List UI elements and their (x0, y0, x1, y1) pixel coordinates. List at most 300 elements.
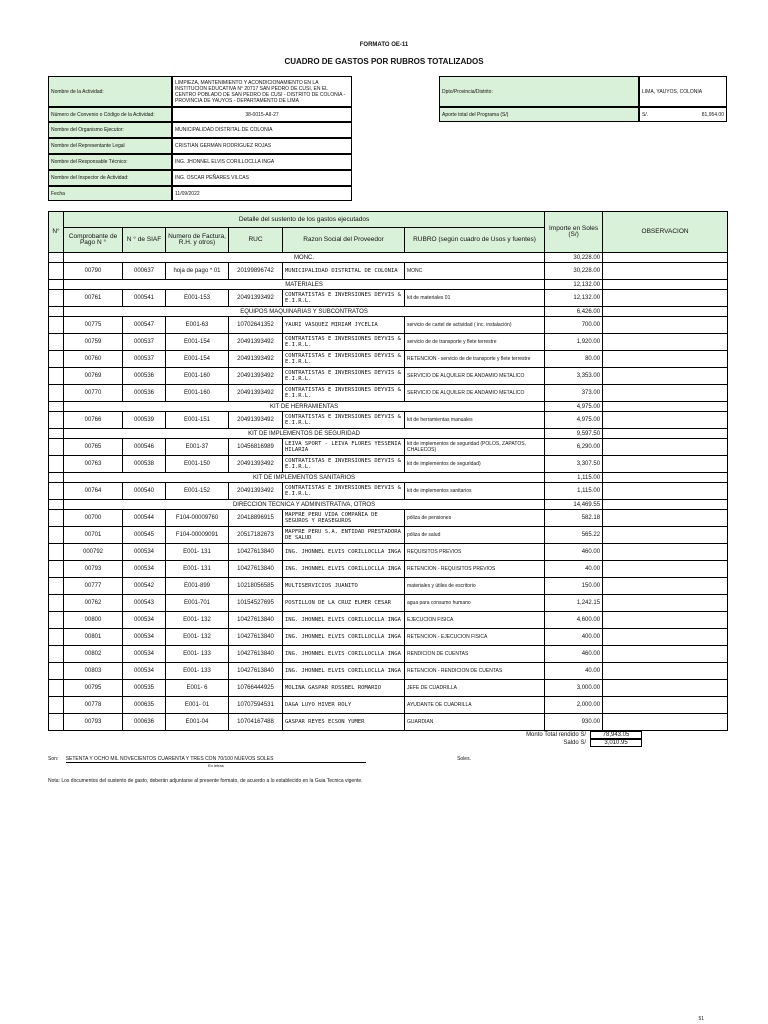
row-n (49, 510, 64, 527)
saldo-label: Saldo S/ (563, 740, 586, 746)
row-rubro: EJECUCION FISICA (405, 612, 545, 629)
aporte-label: Aporte total del Programa (S/) (439, 107, 639, 122)
row-comp: 00765 (64, 439, 123, 456)
row-obs (603, 646, 728, 663)
tech-label: Nombre del Responsable Técnico: (48, 154, 172, 170)
cat-n (49, 473, 64, 483)
row-razon: MUNICIPALIDAD DISTRITAL DE COLONIA (283, 263, 405, 280)
convenio-value: 38-0015-AII-27 (172, 107, 352, 122)
row-importe: 12,132.00 (545, 290, 603, 307)
row-fact: E001-160 (166, 368, 229, 385)
row-rubro: póliza de salud (405, 527, 545, 544)
row-ruc: 20491393492 (229, 334, 283, 351)
category-total: 6,426.00 (545, 307, 603, 317)
row-comp: 00763 (64, 456, 123, 473)
row-fact: E001- 131 (166, 561, 229, 578)
row-razon: LEIVA SPORT - LEIVA FLORES YESSENIA HILARIA (283, 439, 405, 456)
row-importe: 3,307.50 (545, 456, 603, 473)
date-value: 11/09/2022 (172, 186, 352, 201)
row-ruc: 10427613840 (229, 629, 283, 646)
row-ruc: 10218056585 (229, 578, 283, 595)
row-obs (603, 680, 728, 697)
row-importe: 80.00 (545, 351, 603, 368)
row-siaf: 000537 (123, 351, 166, 368)
row-siaf: 000540 (123, 483, 166, 500)
row-rubro: servicio de cartel de actividad ( inc. instalación) (405, 317, 545, 334)
row-n (49, 680, 64, 697)
row-ruc: 10427613840 (229, 561, 283, 578)
category-total: 14,469.55 (545, 500, 603, 510)
cat-n (49, 429, 64, 439)
category-row (49, 307, 728, 317)
insp-value: ING. OSCAR PEÑARES VILCAS (172, 170, 352, 186)
category-name: EQUIPOS MAQUINARIAS Y SUBCONTRATOS (64, 307, 545, 317)
row-importe: 930.00 (545, 714, 603, 731)
row-obs (603, 263, 728, 280)
category-row (49, 473, 728, 483)
row-comp: 00801 (64, 629, 123, 646)
row-n (49, 527, 64, 544)
row-rubro: póliza de pensiones (405, 510, 545, 527)
row-razon: ING. JHONNEL ELVIS CORILLOCLLA INGA (283, 612, 405, 629)
activity-label: Nombre de la Actividad: (48, 76, 172, 107)
table-row (49, 334, 728, 351)
row-ruc: 10456816989 (229, 439, 283, 456)
row-rubro: kit de implementos de seguridad (POLOS, ZAPATOS, CHALECOS) (405, 439, 545, 456)
row-n (49, 612, 64, 629)
table-row (49, 483, 728, 500)
row-siaf: 000546 (123, 439, 166, 456)
table-row (49, 385, 728, 402)
table-row (49, 317, 728, 334)
amount-in-words (48, 756, 727, 768)
row-siaf: 000534 (123, 663, 166, 680)
aporte-value-cell (639, 107, 727, 122)
row-obs (603, 561, 728, 578)
table-body (49, 253, 728, 731)
row-rubro: AYUDANTE DE CUADRILLA (405, 697, 545, 714)
row-obs (603, 663, 728, 680)
son-label: Son: (48, 756, 59, 762)
table-row (49, 368, 728, 385)
row-importe: 565.22 (545, 527, 603, 544)
date-label: Fecha (48, 186, 172, 201)
category-name: DIRECCION TECNICA Y ADMINISTRATIVA, OTROS (64, 500, 545, 510)
col-n-header: N° (49, 212, 64, 253)
row-obs (603, 317, 728, 334)
row-obs (603, 578, 728, 595)
row-comp: 00803 (64, 663, 123, 680)
row-comp: 00701 (64, 527, 123, 544)
row-ruc: 20491393492 (229, 385, 283, 402)
row-fact: E001- 133 (166, 646, 229, 663)
row-comp: 00790 (64, 263, 123, 280)
row-rubro: kit de implementos de seguridad) (405, 456, 545, 473)
row-ruc: 20199896742 (229, 263, 283, 280)
table-row (49, 456, 728, 473)
row-obs (603, 456, 728, 473)
row-rubro: RETENCION - servicio de de transporte y flete terrestre (405, 351, 545, 368)
row-comp: 00777 (64, 578, 123, 595)
col-ruc-header: RUC (229, 228, 283, 253)
row-importe: 3,000.00 (545, 680, 603, 697)
row-siaf: 000543 (123, 595, 166, 612)
row-razon: CONTRATISTAS E INVERSIONES DEYVIS & E.I.R.L. (283, 351, 405, 368)
row-siaf: 000534 (123, 544, 166, 561)
cat-obs (603, 429, 728, 439)
row-razon: ING. JHONNEL ELVIS CORILLOCLLA INGA (283, 663, 405, 680)
row-comp: 00793 (64, 714, 123, 731)
row-importe: 150.00 (545, 578, 603, 595)
row-ruc: 20491393492 (229, 351, 283, 368)
saldo-value: 3,010.95 (590, 739, 642, 747)
row-n (49, 663, 64, 680)
tech-value: ING. JHONNEL ELVIS CORILLOCLLA INGA (172, 154, 352, 170)
row-comp: 00762 (64, 595, 123, 612)
row-razon: CONTRATISTAS E INVERSIONES DEYVIS & E.I.R.L. (283, 412, 405, 429)
format-code: FORMATO OE-11 (359, 42, 409, 48)
table-row (49, 612, 728, 629)
row-importe: 460.00 (545, 646, 603, 663)
table-row (49, 290, 728, 307)
row-fact: E001-701 (166, 595, 229, 612)
total-value: 78,943.05 (590, 731, 642, 739)
row-n (49, 439, 64, 456)
category-total: 12,132.00 (545, 280, 603, 290)
category-total: 30,228.00 (545, 253, 603, 263)
page-number: 51 (698, 1016, 704, 1022)
row-importe: 40.00 (545, 663, 603, 680)
row-importe: 1,115.00 (545, 483, 603, 500)
row-siaf: 000534 (123, 561, 166, 578)
row-rubro: SERVICIO DE ALQUILER DE ANDAMIO METALICO (405, 368, 545, 385)
cat-obs (603, 280, 728, 290)
row-rubro: RENDICION DE CUENTAS (405, 646, 545, 663)
row-fact: E001-899 (166, 578, 229, 595)
cat-n (49, 402, 64, 412)
table-row (49, 527, 728, 544)
row-n (49, 317, 64, 334)
row-importe: 2,000.00 (545, 697, 603, 714)
row-obs (603, 510, 728, 527)
row-ruc: 10707594531 (229, 697, 283, 714)
son-text: SETENTA Y OCHO MIL NOVECIENTOS CUARENTA Y TRES CON 70/100 NUEVOS SOLES (66, 756, 366, 763)
row-importe: 373.00 (545, 385, 603, 402)
row-obs (603, 527, 728, 544)
row-n (49, 385, 64, 402)
row-importe: 582.18 (545, 510, 603, 527)
row-n (49, 483, 64, 500)
dpto-value: LIMA, YAUYOS, COLONIA (639, 76, 727, 107)
table-row (49, 663, 728, 680)
row-n (49, 629, 64, 646)
org-label: Nombre del Organismo Ejecutor: (48, 122, 172, 138)
row-razon: CONTRATISTAS E INVERSIONES DEYVIS & E.I.R.L. (283, 290, 405, 307)
table-row (49, 510, 728, 527)
row-comp: 00770 (64, 385, 123, 402)
row-obs (603, 714, 728, 731)
row-siaf: 000545 (123, 527, 166, 544)
cat-n (49, 280, 64, 290)
row-rubro: materiales y útiles de escritorio (405, 578, 545, 595)
row-razon: MAPFRE PERU S.A. ENTIDAD PRESTADORA DE SALUD (283, 527, 405, 544)
row-n (49, 263, 64, 280)
category-row (49, 402, 728, 412)
row-obs (603, 629, 728, 646)
row-fact: E001- 6 (166, 680, 229, 697)
row-fact: E001-150 (166, 456, 229, 473)
row-rubro: RETENCION - REQUISITOS PREVIOS (405, 561, 545, 578)
row-siaf: 000541 (123, 290, 166, 307)
footer-note: Nota: Los documentos del sustento de gasto, deberán adjuntarse al presente formato, de acuerdo a lo establecido en la Guia Tecnica vigente. (48, 778, 363, 784)
row-fact: E001-37 (166, 439, 229, 456)
row-razon: CONTRATISTAS E INVERSIONES DEYVIS & E.I.R.L. (283, 368, 405, 385)
row-n (49, 595, 64, 612)
row-siaf: 000635 (123, 697, 166, 714)
cat-n (49, 500, 64, 510)
category-name: KIT DE IMPLEMENTOS SANITARIOS (64, 473, 545, 483)
row-siaf: 000637 (123, 263, 166, 280)
row-rubro: MONC (405, 263, 545, 280)
row-fact: E001- 132 (166, 629, 229, 646)
row-obs (603, 612, 728, 629)
convenio-label: Número de Convenio o Código de la Actividad: (48, 107, 172, 122)
row-rubro: kit de implementos sanitarios (405, 483, 545, 500)
row-ruc: 20491393492 (229, 368, 283, 385)
row-razon: ING. JHONNEL ELVIS CORILLOCLLA INGA (283, 646, 405, 663)
row-n (49, 578, 64, 595)
table-row (49, 439, 728, 456)
row-n (49, 290, 64, 307)
soles-label: Soles. (457, 756, 471, 762)
row-ruc: 20517182673 (229, 527, 283, 544)
row-obs (603, 351, 728, 368)
row-comp: 00700 (64, 510, 123, 527)
row-comp: 00764 (64, 483, 123, 500)
row-fact: E001-154 (166, 334, 229, 351)
table-row (49, 263, 728, 280)
row-importe: 400.00 (545, 629, 603, 646)
category-name: MATERIALES (64, 280, 545, 290)
table-row (49, 629, 728, 646)
row-comp: 00800 (64, 612, 123, 629)
row-fact: E001- 131 (166, 544, 229, 561)
row-n (49, 697, 64, 714)
row-siaf: 000534 (123, 646, 166, 663)
row-ruc: 10766444925 (229, 680, 283, 697)
rep-label: Nombre del Representante Legal (48, 138, 172, 154)
table-row (49, 351, 728, 368)
row-siaf: 000636 (123, 714, 166, 731)
row-n (49, 544, 64, 561)
row-ruc: 20491393492 (229, 483, 283, 500)
row-razon: MOLINA GASPAR ROSSBEL ROMARIO (283, 680, 405, 697)
col-siaf-header: N ° de SIAF (123, 228, 166, 253)
table-row (49, 412, 728, 429)
row-fact: E001- 133 (166, 663, 229, 680)
category-total: 1,115.00 (545, 473, 603, 483)
row-n (49, 456, 64, 473)
row-ruc: 20491393492 (229, 456, 283, 473)
row-fact: E001- 132 (166, 612, 229, 629)
row-razon: ING. JHONNEL ELVIS CORILLOCLLA INGA (283, 544, 405, 561)
row-comp: 00769 (64, 368, 123, 385)
son-sub: En letras (208, 763, 224, 768)
row-fact: E001-160 (166, 385, 229, 402)
row-obs (603, 290, 728, 307)
row-siaf: 000536 (123, 368, 166, 385)
row-comp: 00795 (64, 680, 123, 697)
row-importe: 4,975.00 (545, 412, 603, 429)
row-ruc: 10427613840 (229, 544, 283, 561)
row-comp: 00778 (64, 697, 123, 714)
row-rubro: RETENCION - RENDICION DE CUENTAS (405, 663, 545, 680)
col-importe-header: Importe en Soles (S/) (545, 212, 603, 253)
row-rubro: JEFE DE CUADRILLA (405, 680, 545, 697)
row-comp: 00775 (64, 317, 123, 334)
table-row (49, 595, 728, 612)
aporte-currency: S/. (642, 111, 649, 118)
cat-n (49, 307, 64, 317)
row-importe: 3,353.00 (545, 368, 603, 385)
row-fact: E001-153 (166, 290, 229, 307)
row-razon: CONTRATISTAS E INVERSIONES DEYVIS & E.I.R.L. (283, 456, 405, 473)
col-razon-header: Razon Social del Proveedor (283, 228, 405, 253)
table-row (49, 561, 728, 578)
row-razon: POSTILLON DE LA CRUZ ELMER CESAR (283, 595, 405, 612)
row-razon: ING. JHONNEL ELVIS CORILLOCLLA INGA (283, 561, 405, 578)
row-ruc: 20491393492 (229, 412, 283, 429)
row-fact: E001-152 (166, 483, 229, 500)
row-siaf: 000535 (123, 680, 166, 697)
row-n (49, 412, 64, 429)
row-razon: GASPAR REYES ECSON YUMER (283, 714, 405, 731)
row-obs (603, 439, 728, 456)
row-ruc: 20418896915 (229, 510, 283, 527)
table-row (49, 646, 728, 663)
row-fact: E001- 01 (166, 697, 229, 714)
row-obs (603, 385, 728, 402)
row-siaf: 000539 (123, 412, 166, 429)
total-label: Monto Total rendido S/ (526, 732, 586, 738)
row-comp: 00766 (64, 412, 123, 429)
col-rubro-header: RUBRO (según cuadro de Usos y fuentes) (405, 228, 545, 253)
col-detail-header: Detalle del sustento de los gastos ejecutados (64, 212, 545, 228)
insp-label: Nombre del Inspector de Actividad: (48, 170, 172, 186)
category-name: KIT DE IMPLEMENTOS DE SEGURIDAD (64, 429, 545, 439)
row-rubro: SERVICIO DE ALQUILER DE ANDAMIO METALICO (405, 385, 545, 402)
row-rubro: servicio de de transporte y flete terrestre (405, 334, 545, 351)
category-row (49, 280, 728, 290)
row-rubro: kit de herramientas manuales (405, 412, 545, 429)
expenses-table (48, 211, 728, 731)
row-comp: 000792 (64, 544, 123, 561)
row-comp: 00802 (64, 646, 123, 663)
row-siaf: 000547 (123, 317, 166, 334)
row-importe: 1,242.15 (545, 595, 603, 612)
category-row (49, 253, 728, 263)
row-ruc: 10704167488 (229, 714, 283, 731)
row-razon: DAGA LUYO HIVER ROLY (283, 697, 405, 714)
row-n (49, 646, 64, 663)
totals-block (440, 731, 727, 747)
org-value: MUNICIPALIDAD DISTRITAL DE COLONIA (172, 122, 352, 138)
row-ruc: 10154527695 (229, 595, 283, 612)
row-fact: E001-63 (166, 317, 229, 334)
row-siaf: 000538 (123, 456, 166, 473)
row-razon: YAURI VASQUEZ MIRIAM JYCELIA (283, 317, 405, 334)
row-importe: 6,290.00 (545, 439, 603, 456)
cat-obs (603, 402, 728, 412)
category-total: 9,597.50 (545, 429, 603, 439)
row-razon: CONTRATISTAS E INVERSIONES DEYVIS & E.I.R.L. (283, 483, 405, 500)
row-siaf: 000537 (123, 334, 166, 351)
row-ruc: 10427613840 (229, 612, 283, 629)
row-obs (603, 412, 728, 429)
category-name: MONC. (64, 253, 545, 263)
row-obs (603, 697, 728, 714)
cat-obs (603, 253, 728, 263)
row-razon: CONTRATISTAS E INVERSIONES DEYVIS & E.I.R.L. (283, 334, 405, 351)
row-rubro: agua para consumo humano (405, 595, 545, 612)
table-row (49, 714, 728, 731)
table-row (49, 578, 728, 595)
category-total: 4,975.00 (545, 402, 603, 412)
row-ruc: 10427613840 (229, 663, 283, 680)
row-n (49, 561, 64, 578)
cat-n (49, 253, 64, 263)
row-ruc: 20491393492 (229, 290, 283, 307)
row-ruc: 10702641352 (229, 317, 283, 334)
row-importe: 460.00 (545, 544, 603, 561)
row-importe: 4,600.00 (545, 612, 603, 629)
row-rubro: REQUISITOS PREVIOS (405, 544, 545, 561)
row-n (49, 334, 64, 351)
row-fact: hoja de pago * 01 (166, 263, 229, 280)
row-importe: 1,920.00 (545, 334, 603, 351)
row-siaf: 000542 (123, 578, 166, 595)
row-fact: E001-151 (166, 412, 229, 429)
col-comp-header: Comprobante de Pago N ° (64, 228, 123, 253)
row-obs (603, 544, 728, 561)
row-comp: 00759 (64, 334, 123, 351)
row-n (49, 714, 64, 731)
row-rubro: RETENCION - EJECUCION FISICA (405, 629, 545, 646)
row-obs (603, 334, 728, 351)
row-siaf: 000544 (123, 510, 166, 527)
row-razon: CONTRATISTAS E INVERSIONES DEYVIS & E.I.R.L. (283, 385, 405, 402)
row-fact: E001-04 (166, 714, 229, 731)
row-siaf: 000534 (123, 629, 166, 646)
row-comp: 00793 (64, 561, 123, 578)
table-row (49, 697, 728, 714)
row-rubro: kit de materiales 01 (405, 290, 545, 307)
row-siaf: 000536 (123, 385, 166, 402)
row-obs (603, 368, 728, 385)
category-row (49, 429, 728, 439)
page-title: CUADRO DE GASTOS POR RUBROS TOTALIZADOS (284, 57, 484, 66)
dpto-label: Dpto/Provincia/Distrito: (439, 76, 639, 107)
row-importe: 700.00 (545, 317, 603, 334)
activity-value: LIMPIEZA, MANTENIMIENTO Y ACONDICIONAMIENTO EN LA INSTITUCION EDUCATIVA N° 20717 SAN PEDRO DE CUSI, EN EL CENTRO POBLADO DE SAN PEDRO DE CUSI - DISTRITO DE COLONIA - PROVINCIA DE YAUYOS - DEPARTAMENTO DE LIMA (172, 76, 352, 107)
row-importe: 40.00 (545, 561, 603, 578)
category-name: KIT DE HERRAMIENTAS (64, 402, 545, 412)
cat-obs (603, 473, 728, 483)
row-n (49, 351, 64, 368)
row-siaf: 000534 (123, 612, 166, 629)
aporte-value: 81,954.00 (701, 111, 724, 118)
col-obs-header: OBSERVACION (603, 212, 728, 253)
